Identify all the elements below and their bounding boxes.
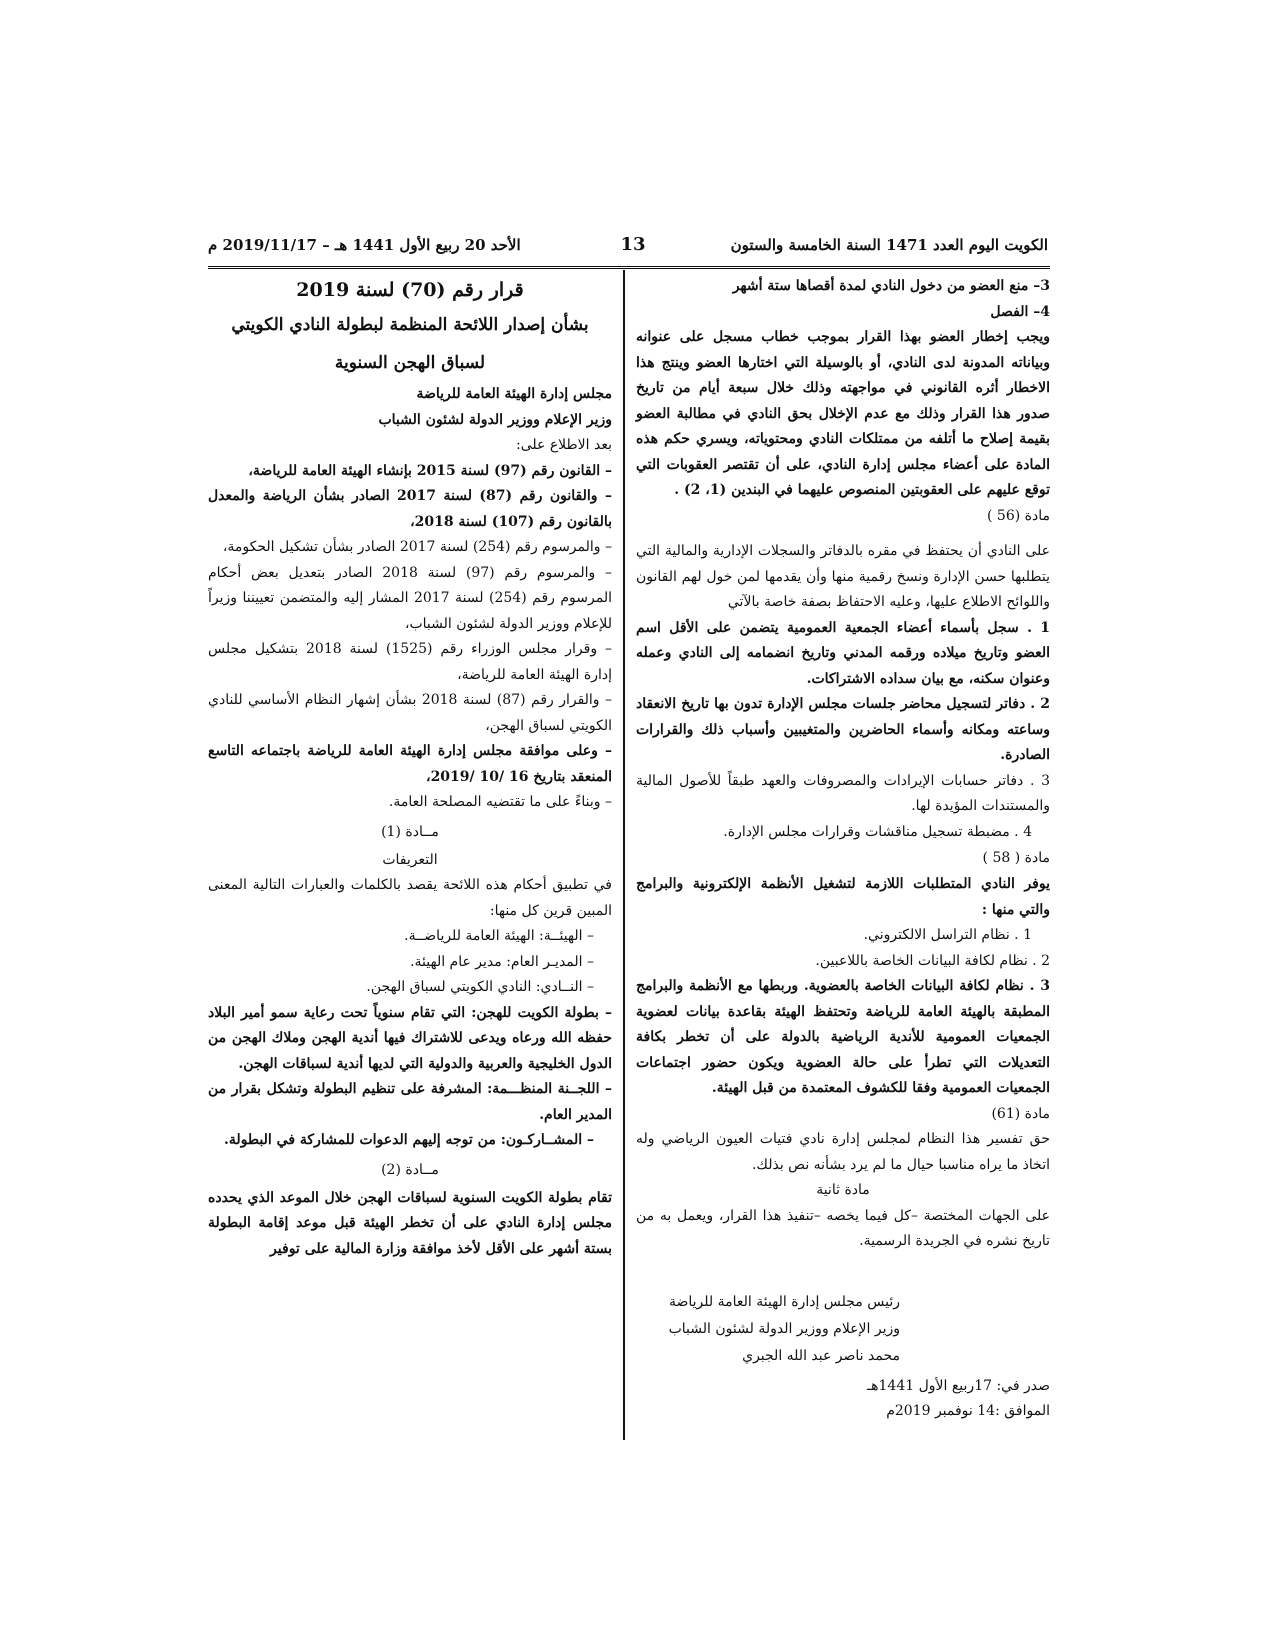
- decision-subtitle-2: لسباق الهجن السنوية: [334, 353, 486, 373]
- definition-3: – النــادي: النادي الكويتي لسباق الهجن.: [366, 979, 594, 995]
- definition-2: – المديـر العام: مدير عام الهيئة.: [410, 953, 594, 970]
- execution-paragraph: على الجهات المختصة –كل فيما يخصه –تنفيذ هذا القرار، ويعمل به من تاريخ نشره في الجريدة الرسمية.: [636, 1207, 1050, 1249]
- definition-5: – اللجــنة المنظـــمة: المشرفة على تنظيم البطولة وتشكل بقرار من المدير العام.: [208, 1081, 612, 1123]
- article-58-heading: مادة ( 58 ): [982, 850, 1050, 866]
- record-item-4: 4 . مضبطة تسجيل مناقشات وقرارات مجلس الإدارة.: [723, 823, 1032, 840]
- system-item-1: 1 . نظام التراسل الالكتروني.: [863, 927, 1032, 943]
- issue-date-block: [636, 1374, 1050, 1424]
- reference-4: – والمرسوم رقم (97) لسنة 2018 الصادر بتعديل بعض أحكام المرسوم رقم (254) لسنة 2017 المشار إليه والمتضمن تعييننا وزيراً للإعلام ووزير الدولة لشئون الشباب،: [208, 564, 612, 632]
- definitions-intro: في تطبيق أحكام هذه اللائحة يقصد بالكلمات والعبارات التالية المعنى المبين قرين كل منها:: [208, 877, 612, 919]
- records-paragraph: على النادي أن يحتفظ في مقره بالدفاتر والسجلات الإدارية والمالية التي يتطلبها حسن الإدارة ونسخ رقمية منها وأن يقدمها لمن خول لهم القانون واللوائح الاطلاع عليها، وعليه الاحتفاظ بصفة خاصة بالآتي: [636, 543, 1050, 610]
- definitions-heading: التعريفات: [382, 851, 438, 868]
- reference-1: – القانون رقم (97) لسنة 2015 بإنشاء الهيئة العامة للرياضة،: [248, 462, 612, 479]
- penalty-item-4: 4– الفصل: [990, 303, 1050, 320]
- article-2-heading: مــادة (2): [381, 1161, 439, 1178]
- issuer-line-1: مجلس إدارة الهيئة العامة للرياضة: [416, 386, 612, 402]
- definition-4: – بطولة الكويت للهجن: التي تقام سنوياً تحت رعاية سمو أمير البلاد حفظه الله ورعاه ويدعى للاشتراك فيها أندية الهجن وملاك الهجن من الدول الخليجية والعربية والدولية التي لديها أندية لسباقات الهجن.: [208, 1004, 612, 1072]
- article-1-heading: مــادة (1): [381, 823, 439, 840]
- decision-title: قرار رقم (70) لسنة 2019: [296, 279, 524, 301]
- second-article-heading: مادة ثانية: [816, 1182, 870, 1198]
- interpretation-paragraph: حق تفسير هذا النظام لمجلس إدارة نادي فتيات العيون الرياضي وله اتخاذ ما يراه مناسبا حيال ما لم يرد بشأنه نص بذلك.: [636, 1131, 1050, 1173]
- notification-paragraph: ويجب إخطار العضو بهذا القرار بموجب خطاب مسجل على عنوانه وبياناته المدونة لدى النادي، أو بالوسيلة التي اختارها العضو وينتج هذا الاخطار أثره القانوني في مواجهته وذلك خلال سبعة أيام من تاريخ صدور هذا القرار وذلك مع عدم الإخلال بحق النادي في مطالبة العضو بقيمة إصلاح ما أتلفه من ممتلكات النادي ومحتوياته، ويسري حكم هذه المادة على أعضاء مجلس إدارة النادي، على أن تقتصر العقوبات التي توقع عليهم على العقوبتين المنصوص عليهما في البندين (1، 2) .: [636, 329, 1050, 498]
- corresponding-date: الموافق :14 نوفمبر 2019م: [886, 1402, 1050, 1419]
- system-item-2: 2 . نظام لكافة البيانات الخاصة باللاعبين.: [815, 952, 1050, 969]
- reference-6: – والقرار رقم (87) لسنة 2018 بشأن إشهار النظام الأساسي للنادي الكويتي لسباق الهجن،: [208, 692, 612, 734]
- after-review-line: بعد الاطلاع على:: [516, 437, 612, 453]
- header-rule: [208, 266, 1050, 269]
- definition-1: – الهيئــة: الهيئة العامة للرياضــة.: [404, 928, 594, 944]
- reference-5: – وقرار مجلس الوزراء رقم (1525) لسنة 2018 بتشكيل مجلس إدارة الهيئة العامة للرياضة،: [208, 641, 612, 683]
- system-item-3: 3 . نظام لكافة البيانات الخاصة بالعضوية. وربطها مع الأنظمة والبرامج المطبقة بالهيئة العامة للرياضة وتحتفظ الهيئة بقاعدة بيانات لعضوية الجمعيات العمومية للأندية الرياضية بالدولة على أن تخطر بكافة التعديلات التي تطرأ على حالة العضوية ويكون حضور اجتماعات الجمعيات العمومية وفقا للكشوف المعتمدة من قبل الهيئة.: [636, 978, 1050, 1096]
- page-number: 13: [620, 234, 646, 255]
- definition-6: – المشــاركـون: من توجه إليهم الدعوات للمشاركة في البطولة.: [224, 1132, 594, 1148]
- signature-block: [636, 1289, 1050, 1370]
- record-item-1: 1 . سجل بأسماء أعضاء الجمعية العمومية يتضمن على الأقل اسم العضو وتاريخ ميلاده ورقمه المدني وتاريخ انضمامه إلى النادي وعمله وعنوان سكنه، مع بيان سداده الاشتراكات.: [636, 619, 1050, 687]
- header-date: الأحد 20 ربيع الأول 1441 هـ – 2019/11/17 م: [208, 236, 521, 254]
- right-column: [636, 274, 1050, 1424]
- page-header: [208, 236, 1048, 264]
- column-divider: [623, 270, 625, 1440]
- reference-7: – وعلى موافقة مجلس إدارة الهيئة العامة للرياضة باجتماعه التاسع المنعقد بتاريخ 16 /10 /2019،: [208, 743, 612, 785]
- article-61-heading: مادة (61): [991, 1105, 1050, 1122]
- decision-subtitle-1: بشأن إصدار اللائحة المنظمة لبطولة النادي الكويتي: [231, 315, 589, 335]
- reference-2: – والقانون رقم (87) لسنة 2017 الصادر بشأن الرياضة والمعدل بالقانون رقم (107) لسنة 2018،: [208, 488, 612, 530]
- systems-paragraph: يوفر النادي المتطلبات اللازمة لتشغيل الأنظمة الإلكترونية والبرامج والتي منها :: [636, 876, 1050, 918]
- signatory-title-2: وزير الإعلام ووزير الدولة لشئون الشباب: [668, 1320, 900, 1337]
- header-publication: الكويت اليوم العدد 1471 السنة الخامسة والستون: [730, 236, 1048, 254]
- article-56-heading: مادة (56 ): [987, 507, 1050, 524]
- reference-8: – وبناءً على ما تقتضيه المصلحة العامة.: [388, 794, 612, 810]
- reference-3: – والمرسوم رقم (254) لسنة 2017 الصادر بشأن تشكيل الحكومة،: [222, 539, 612, 555]
- signatory-title-1: رئيس مجلس إدارة الهيئة العامة للرياضة: [668, 1293, 900, 1310]
- record-item-3: 3 . دفاتر حسابات الإيرادات والمصروفات والعهد طبقاً للأصول المالية والمستندات المؤيدة لها.: [636, 772, 1050, 814]
- record-item-2: 2 . دفاتر لتسجيل محاضر جلسات مجلس الإدارة تدون بها تاريخ الانعقاد وساعته ومكانه وأسماء الحاضرين والمتغيبين وأسباب ذلك والقرارات الصادرة.: [636, 696, 1050, 763]
- signatory-name: محمد ناصر عبد الله الجبري: [742, 1347, 900, 1364]
- left-column: [208, 274, 612, 1262]
- penalty-item-3: 3– منع العضو من دخول النادي لمدة أقصاها ستة أشهر: [732, 278, 1050, 294]
- issued-date: صدر في: 17ربيع الأول 1441هـ: [867, 1377, 1050, 1394]
- issuer-line-2: وزير الإعلام ووزير الدولة لشئون الشباب: [378, 411, 612, 428]
- article-2-paragraph: تقام بطولة الكويت السنوية لسباقات الهجن خلال الموعد الذي يحدده مجلس إدارة النادي على أن تخطر الهيئة قبل موعد إقامة البطولة بستة أشهر على الأقل لأخذ موافقة وزارة المالية على توفير: [208, 1189, 612, 1257]
